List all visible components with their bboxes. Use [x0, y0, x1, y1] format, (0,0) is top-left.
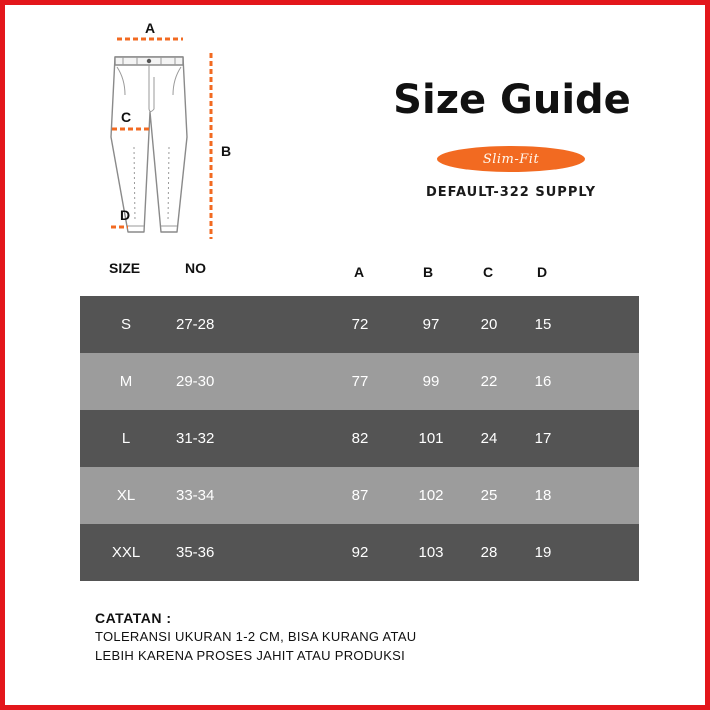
cell-d: 16	[534, 373, 552, 390]
cell-size: S	[120, 316, 131, 333]
column-header-no: NO	[185, 260, 206, 276]
cell-d: 15	[534, 316, 552, 333]
measure-label-c: C	[121, 109, 132, 125]
cell-no: 27-28	[176, 316, 215, 333]
cell-c: 22	[480, 373, 498, 390]
fit-badge-label: Slim-Fit	[482, 151, 540, 167]
size-table	[80, 296, 639, 581]
cell-b: 97	[422, 316, 440, 333]
table-row	[80, 524, 639, 581]
cell-size: L	[121, 430, 131, 447]
table-row	[80, 353, 639, 410]
notes-title: CATATAN :	[95, 610, 172, 626]
cell-b: 99	[422, 373, 440, 390]
column-header-a: A	[354, 264, 365, 280]
column-header-size: SIZE	[109, 260, 141, 276]
page-title: Size Guide	[393, 77, 631, 123]
cell-no: 31-32	[176, 430, 215, 447]
cell-no: 33-34	[176, 487, 215, 504]
table-row	[80, 410, 639, 467]
cell-d: 18	[534, 487, 552, 504]
cell-no: 35-36	[176, 544, 215, 561]
cell-a: 72	[351, 316, 369, 333]
pants-diagram	[101, 17, 251, 245]
cell-b: 102	[418, 487, 444, 504]
notes-line-2: LEBIH KARENA PROSES JAHIT ATAU PRODUKSI	[95, 648, 406, 663]
cell-size: M	[119, 373, 133, 390]
cell-a: 77	[351, 373, 369, 390]
notes-section	[95, 609, 655, 665]
measure-label-a: A	[145, 20, 156, 36]
cell-b: 101	[418, 430, 444, 447]
cell-a: 92	[351, 544, 369, 561]
cell-a: 87	[351, 487, 369, 504]
brand-name: DEFAULT-322 SUPPLY	[425, 185, 597, 200]
column-header-c: C	[483, 264, 494, 280]
measure-label-d: D	[120, 207, 131, 223]
measure-label-b: B	[221, 143, 232, 159]
table-row	[80, 467, 639, 524]
cell-c: 20	[480, 316, 498, 333]
fit-badge	[437, 146, 585, 172]
notes-line-1: TOLERANSI UKURAN 1-2 CM, BISA KURANG ATAU	[95, 629, 417, 644]
cell-c: 28	[480, 544, 498, 561]
cell-b: 103	[418, 544, 444, 561]
cell-c: 25	[480, 487, 498, 504]
column-header-b: B	[423, 264, 434, 280]
cell-size: XL	[116, 487, 136, 504]
cell-a: 82	[351, 430, 369, 447]
cell-size: XXL	[111, 544, 141, 561]
cell-c: 24	[480, 430, 498, 447]
cell-d: 19	[534, 544, 552, 561]
table-row	[80, 296, 639, 353]
column-header-d: D	[537, 264, 548, 280]
cell-no: 29-30	[176, 373, 215, 390]
cell-d: 17	[534, 430, 552, 447]
